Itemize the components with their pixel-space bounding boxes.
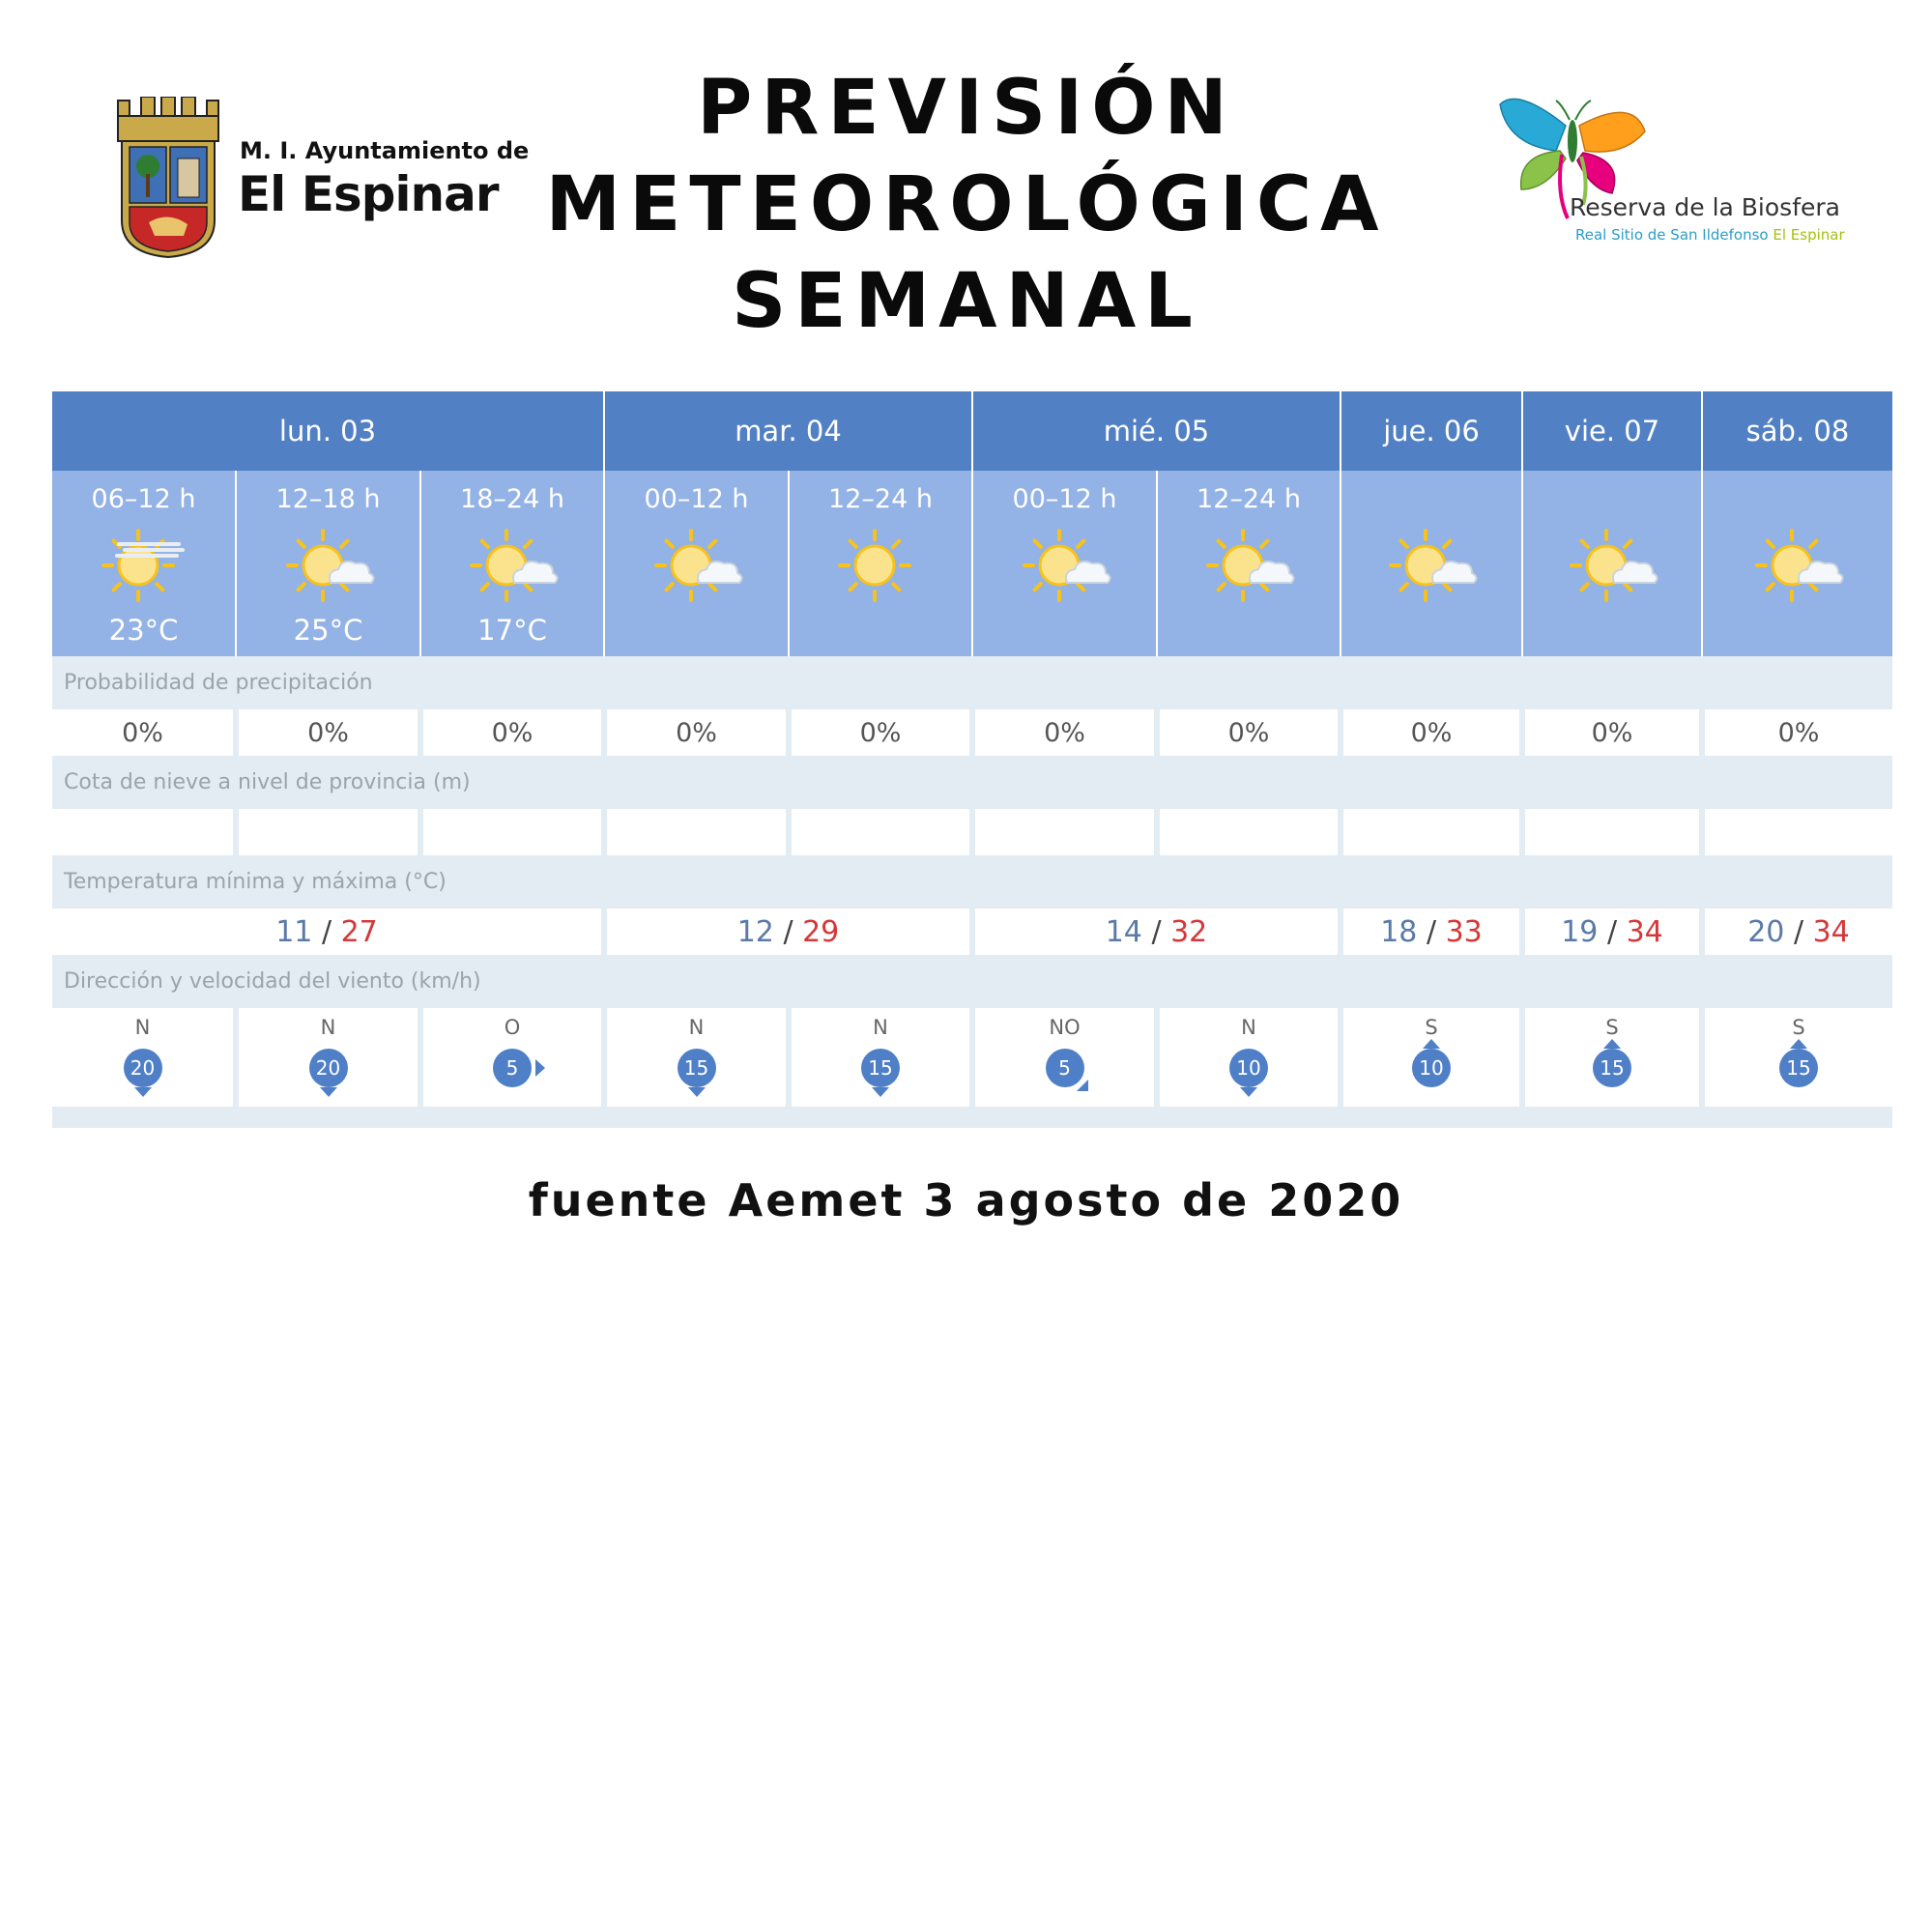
snow-value (1157, 809, 1341, 855)
temp-separator: / (1426, 914, 1437, 949)
temp-separator: / (321, 914, 332, 949)
snow-value (236, 809, 420, 855)
council-name: El Espinar (238, 166, 499, 222)
period-label: 18–24 h (460, 484, 564, 514)
reserve-subtitle (1575, 226, 1845, 244)
snow-value (1702, 809, 1892, 855)
period-label: 12–24 h (1197, 484, 1301, 514)
wind-cell (604, 1008, 789, 1107)
period-cell (1157, 471, 1341, 656)
period-temp (1158, 614, 1340, 647)
sun-cloud-icon (1564, 525, 1660, 604)
period-label (1523, 484, 1701, 519)
wind-badge (1593, 1049, 1631, 1087)
period-temp: 17°C (477, 614, 547, 647)
precip-label-row (52, 656, 1892, 709)
minmax-cell (52, 908, 604, 955)
weather-icon-wrap (421, 525, 603, 604)
period-cell (789, 471, 972, 656)
precip-value: 0% (420, 709, 604, 756)
wind-cell (1157, 1008, 1341, 1107)
precip-value: 0% (1341, 709, 1522, 756)
wind-direction: S (1605, 1016, 1619, 1039)
wind-cell (972, 1008, 1157, 1107)
period-cell (420, 471, 604, 656)
wind-speed: 15 (1779, 1049, 1818, 1087)
period-label: 00–12 h (644, 484, 749, 514)
sun-icon (832, 525, 929, 604)
period-label: 00–12 h (1012, 484, 1117, 514)
wind-direction: S (1425, 1016, 1438, 1039)
page-title (522, 60, 1411, 350)
period-cell (1522, 471, 1702, 656)
day-header: jue. 06 (1341, 391, 1522, 471)
minmax-cell (1341, 908, 1522, 955)
temp-min: 18 (1380, 914, 1418, 949)
wind-speed: 15 (1593, 1049, 1631, 1087)
weather-icon-wrap (237, 525, 419, 604)
period-cell (604, 471, 789, 656)
precip-value: 0% (1702, 709, 1892, 756)
wind-badge (1046, 1049, 1084, 1087)
wind-direction: S (1792, 1016, 1805, 1039)
precip-value: 0% (52, 709, 236, 756)
temp-min: 12 (736, 914, 774, 949)
weather-icon-wrap (1703, 525, 1892, 604)
snow-value (1341, 809, 1522, 855)
period-temp (1341, 614, 1521, 647)
day-header: mié. 05 (972, 391, 1341, 471)
snow-value (420, 809, 604, 855)
wind-direction: N (688, 1016, 705, 1039)
wind-direction: N (320, 1016, 336, 1039)
snow-label-row (52, 756, 1892, 809)
wind-speed: 20 (309, 1049, 348, 1087)
reserve-subtitle-b: El Espinar (1773, 226, 1845, 244)
day-header-row (52, 391, 1892, 471)
wind-arrow-icon (688, 1087, 706, 1097)
wind-badge (493, 1049, 532, 1087)
wind-arrow-icon (535, 1059, 545, 1077)
temp-min: 14 (1105, 914, 1142, 949)
wind-cell (789, 1008, 972, 1107)
forecast-table (52, 391, 1892, 1128)
temp-separator: / (783, 914, 793, 949)
period-label: 12–18 h (275, 484, 381, 514)
period-temp (790, 614, 971, 647)
precip-value: 0% (236, 709, 420, 756)
sun-cloud-icon (1749, 525, 1846, 604)
temp-max: 29 (802, 914, 840, 949)
wind-cell (1702, 1008, 1892, 1107)
snow-value (52, 809, 236, 855)
wind-badge (678, 1049, 716, 1087)
period-temp (973, 614, 1156, 647)
snow-label: Cota de nieve a nivel de provincia (m) (52, 756, 1892, 809)
minmax-row (52, 908, 1892, 955)
period-label: 12–24 h (828, 484, 933, 514)
day-header: vie. 07 (1522, 391, 1702, 471)
wind-cell (236, 1008, 420, 1107)
day-header: mar. 04 (604, 391, 972, 471)
day-header: sáb. 08 (1702, 391, 1892, 471)
snow-value (1522, 809, 1702, 855)
period-cell (1341, 471, 1522, 656)
period-temp: 23°C (108, 614, 179, 647)
temp-label: Temperatura mínima y máxima (°C) (52, 855, 1892, 908)
source-caption: fuente Aemet 3 agosto de 2020 (528, 1174, 1404, 1226)
precip-label: Probabilidad de precipitación (52, 656, 1892, 709)
period-cell (1702, 471, 1892, 656)
temp-separator: / (1793, 914, 1804, 949)
wind-speed: 20 (124, 1049, 162, 1087)
sun-cloud-icon (1200, 525, 1297, 604)
wind-direction: N (873, 1016, 888, 1039)
sun-cloud-icon (649, 525, 745, 604)
temp-separator: / (1606, 914, 1618, 949)
wind-arrow-icon (1603, 1039, 1621, 1049)
period-label (1703, 484, 1892, 519)
precip-value: 0% (1157, 709, 1341, 756)
wind-speed: 15 (678, 1049, 716, 1087)
wind-arrow-icon (1423, 1039, 1440, 1049)
wind-badge (309, 1049, 348, 1087)
wind-badge (861, 1049, 900, 1087)
weather-icon-wrap (1341, 525, 1521, 604)
temp-max: 34 (1812, 914, 1850, 949)
temp-min: 11 (275, 914, 313, 949)
wind-direction: N (1241, 1016, 1256, 1039)
wind-cell (52, 1008, 236, 1107)
sun-haze-icon (96, 525, 192, 604)
wind-direction: N (134, 1016, 151, 1039)
period-temp (605, 614, 788, 647)
wind-speed: 10 (1229, 1049, 1268, 1087)
wind-arrow-icon (872, 1087, 889, 1097)
temp-min: 19 (1561, 914, 1599, 949)
title-line-2: METEOROLÓGICA (545, 161, 1388, 248)
council-prefix: M. I. Ayuntamiento de (240, 137, 530, 164)
period-label (1341, 484, 1521, 519)
period-temp (1523, 614, 1701, 647)
truncated-row (52, 1107, 1892, 1128)
weather-icon-wrap (52, 525, 235, 604)
wind-arrow-icon (1790, 1039, 1807, 1049)
weather-icon-wrap (973, 525, 1156, 604)
wind-badge (1779, 1049, 1818, 1087)
biosphere-reserve-logo (1498, 97, 1845, 244)
wind-label-row (52, 955, 1892, 1008)
wind-row (52, 1008, 1892, 1107)
el-espinar-logo (116, 97, 530, 261)
sun-cloud-icon (280, 525, 377, 604)
sun-cloud-icon (1017, 525, 1113, 604)
snow-value (789, 809, 972, 855)
precip-value: 0% (972, 709, 1157, 756)
wind-badge (1412, 1049, 1451, 1087)
temp-max: 27 (340, 914, 378, 949)
title-line-1: PREVISIÓN (697, 65, 1236, 152)
temp-max: 33 (1445, 914, 1483, 949)
sun-cloud-icon (1383, 525, 1480, 604)
wind-cell (420, 1008, 604, 1107)
weather-icon-wrap (790, 525, 971, 604)
minmax-cell (1522, 908, 1702, 955)
period-temp (1703, 614, 1892, 647)
wind-direction: O (504, 1016, 521, 1039)
period-row (52, 471, 1892, 656)
period-cell (972, 471, 1157, 656)
temp-max: 32 (1170, 914, 1208, 949)
wind-speed: 15 (861, 1049, 900, 1087)
snow-value (604, 809, 789, 855)
wind-cell (1522, 1008, 1702, 1107)
wind-label: Dirección y velocidad del viento (km/h) (52, 955, 1892, 1008)
minmax-cell (972, 908, 1341, 955)
period-temp: 25°C (293, 614, 363, 647)
wind-arrow-icon (1077, 1080, 1088, 1091)
temp-max: 34 (1626, 914, 1663, 949)
temp-label-row (52, 855, 1892, 908)
wind-speed: 5 (1046, 1049, 1084, 1087)
wind-badge (124, 1049, 162, 1087)
coat-of-arms-icon (116, 97, 220, 259)
snow-row (52, 809, 1892, 855)
weather-icon-wrap (1523, 525, 1701, 604)
minmax-cell (604, 908, 972, 955)
wind-arrow-icon (134, 1087, 152, 1097)
precip-value: 0% (789, 709, 972, 756)
precip-row (52, 709, 1892, 756)
wind-arrow-icon (320, 1087, 337, 1097)
minmax-cell (1702, 908, 1892, 955)
precip-value: 0% (604, 709, 789, 756)
wind-direction: NO (1049, 1016, 1081, 1039)
wind-cell (1341, 1008, 1522, 1107)
sun-cloud-icon (464, 525, 561, 604)
temp-separator: / (1151, 914, 1162, 949)
wind-speed: 10 (1412, 1049, 1451, 1087)
period-cell (236, 471, 420, 656)
wind-arrow-icon (1240, 1087, 1257, 1097)
period-label: 06–12 h (91, 484, 196, 514)
snow-value (972, 809, 1157, 855)
wind-speed: 5 (493, 1049, 532, 1087)
title-line-3: SEMANAL (732, 258, 1201, 345)
weather-icon-wrap (1158, 525, 1340, 604)
reserve-title: Reserva de la Biosfera (1570, 193, 1840, 221)
precip-value: 0% (1522, 709, 1702, 756)
day-header: lun. 03 (52, 391, 604, 471)
temp-min: 20 (1747, 914, 1785, 949)
weather-icon-wrap (605, 525, 788, 604)
reserve-subtitle-a: Real Sitio de San Ildefonso (1575, 226, 1769, 244)
period-cell (52, 471, 236, 656)
wind-badge (1229, 1049, 1268, 1087)
